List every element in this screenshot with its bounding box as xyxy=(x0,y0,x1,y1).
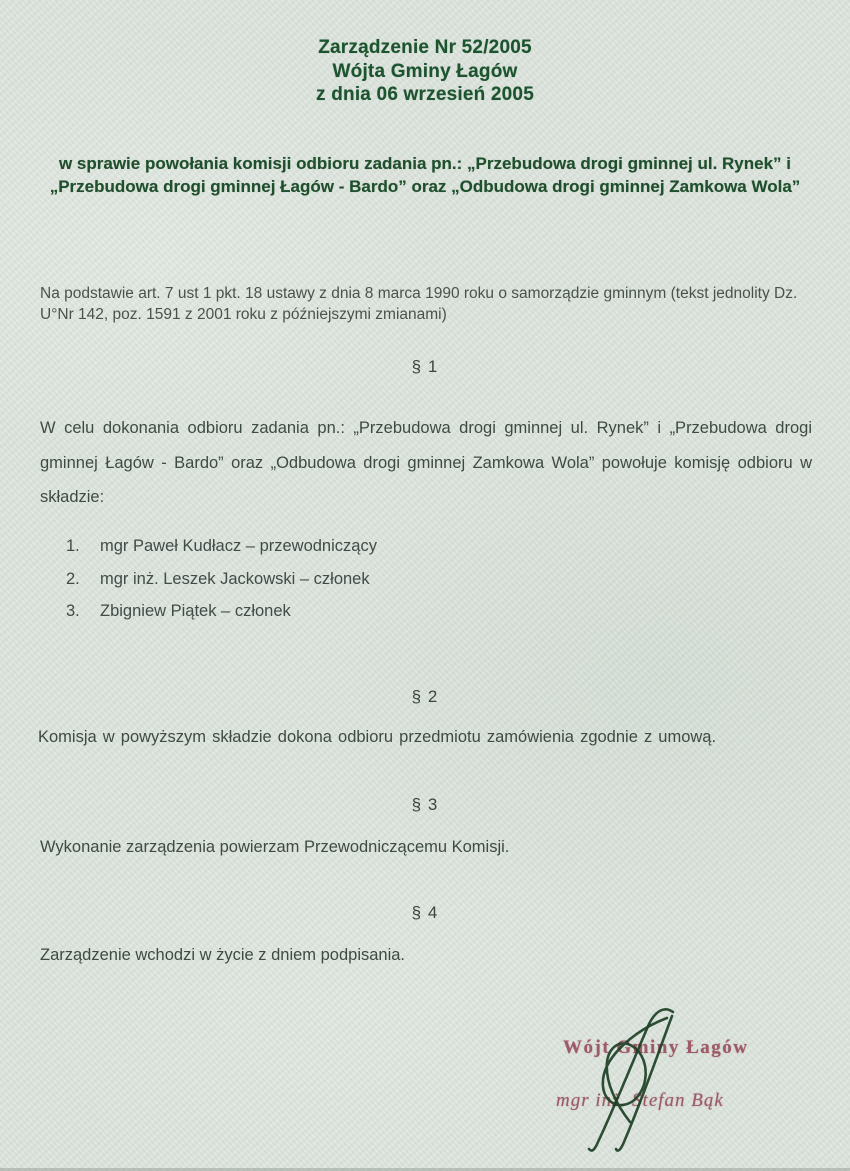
title-line-number: Zarządzenie Nr 52/2005 xyxy=(318,37,532,58)
handwritten-signature xyxy=(575,1004,710,1156)
list-item-number: 3. xyxy=(66,602,80,620)
title-line-issuer: Wójta Gminy Łagów xyxy=(332,60,518,82)
list-item xyxy=(66,570,377,589)
list-item-text: mgr inż. Leszek Jackowski – członek xyxy=(100,569,370,588)
list-item-number: 1. xyxy=(66,537,80,555)
section-body-3: Wykonanie zarządzenia powierzam Przewodniczącemu Komisji. xyxy=(40,838,510,856)
section-heading-2: § 2 xyxy=(411,687,439,706)
section-body-1: W celu dokonania odbioru zadania pn.: „Przebudowa drogi gminnej ul. Rynek” i „Przebudowa drogi gminnej Łagów - Bardo” oraz „Odbudowa drogi gminnej Zamkowa Wola” powołuje komisję odbioru w składzie: xyxy=(40,419,812,506)
title-line-date: z dnia 06 wrzesień 2005 xyxy=(316,84,534,105)
list-item-number: 2. xyxy=(66,569,80,588)
document-subject: w sprawie powołania komisji odbioru zadania pn.: „Przebudowa drogi gminnej ul. Rynek” i „Przebudowa drogi gminnej Łagów - Bardo” oraz „Odbudowa drogi gminnej Zamkowa Wola” xyxy=(49,154,801,196)
stamp-title: Wójt Gminy Łagów xyxy=(563,1037,749,1058)
section-heading-3: § 3 xyxy=(411,795,439,814)
section-heading-4: § 4 xyxy=(411,903,439,922)
list-item xyxy=(66,537,377,556)
section-heading-1: § 1 xyxy=(411,357,439,376)
section-body-2: Komisja w powyższym składzie dokona odbioru przedmiotu zamówienia zgodnie z umową. xyxy=(38,728,717,746)
committee-list xyxy=(66,537,377,635)
section-body-4: Zarządzenie wchodzi w życie z dniem podpisania. xyxy=(40,946,406,964)
document-title xyxy=(0,36,850,107)
legal-basis-paragraph: Na podstawie art. 7 ust 1 pkt. 18 ustawy z dnia 8 marca 1990 roku o samorządzie gminnym (tekst jednolity Dz. U°Nr 142, poz. 1591 z 2001 roku z późniejszymi zmianami) xyxy=(40,285,798,323)
list-item xyxy=(66,602,377,621)
stamp-name: mgr inż. Stefan Bąk xyxy=(556,1090,724,1111)
list-item-text: Zbigniew Piątek – członek xyxy=(100,602,291,620)
list-item-text: mgr Paweł Kudłacz – przewodniczący xyxy=(100,537,377,555)
